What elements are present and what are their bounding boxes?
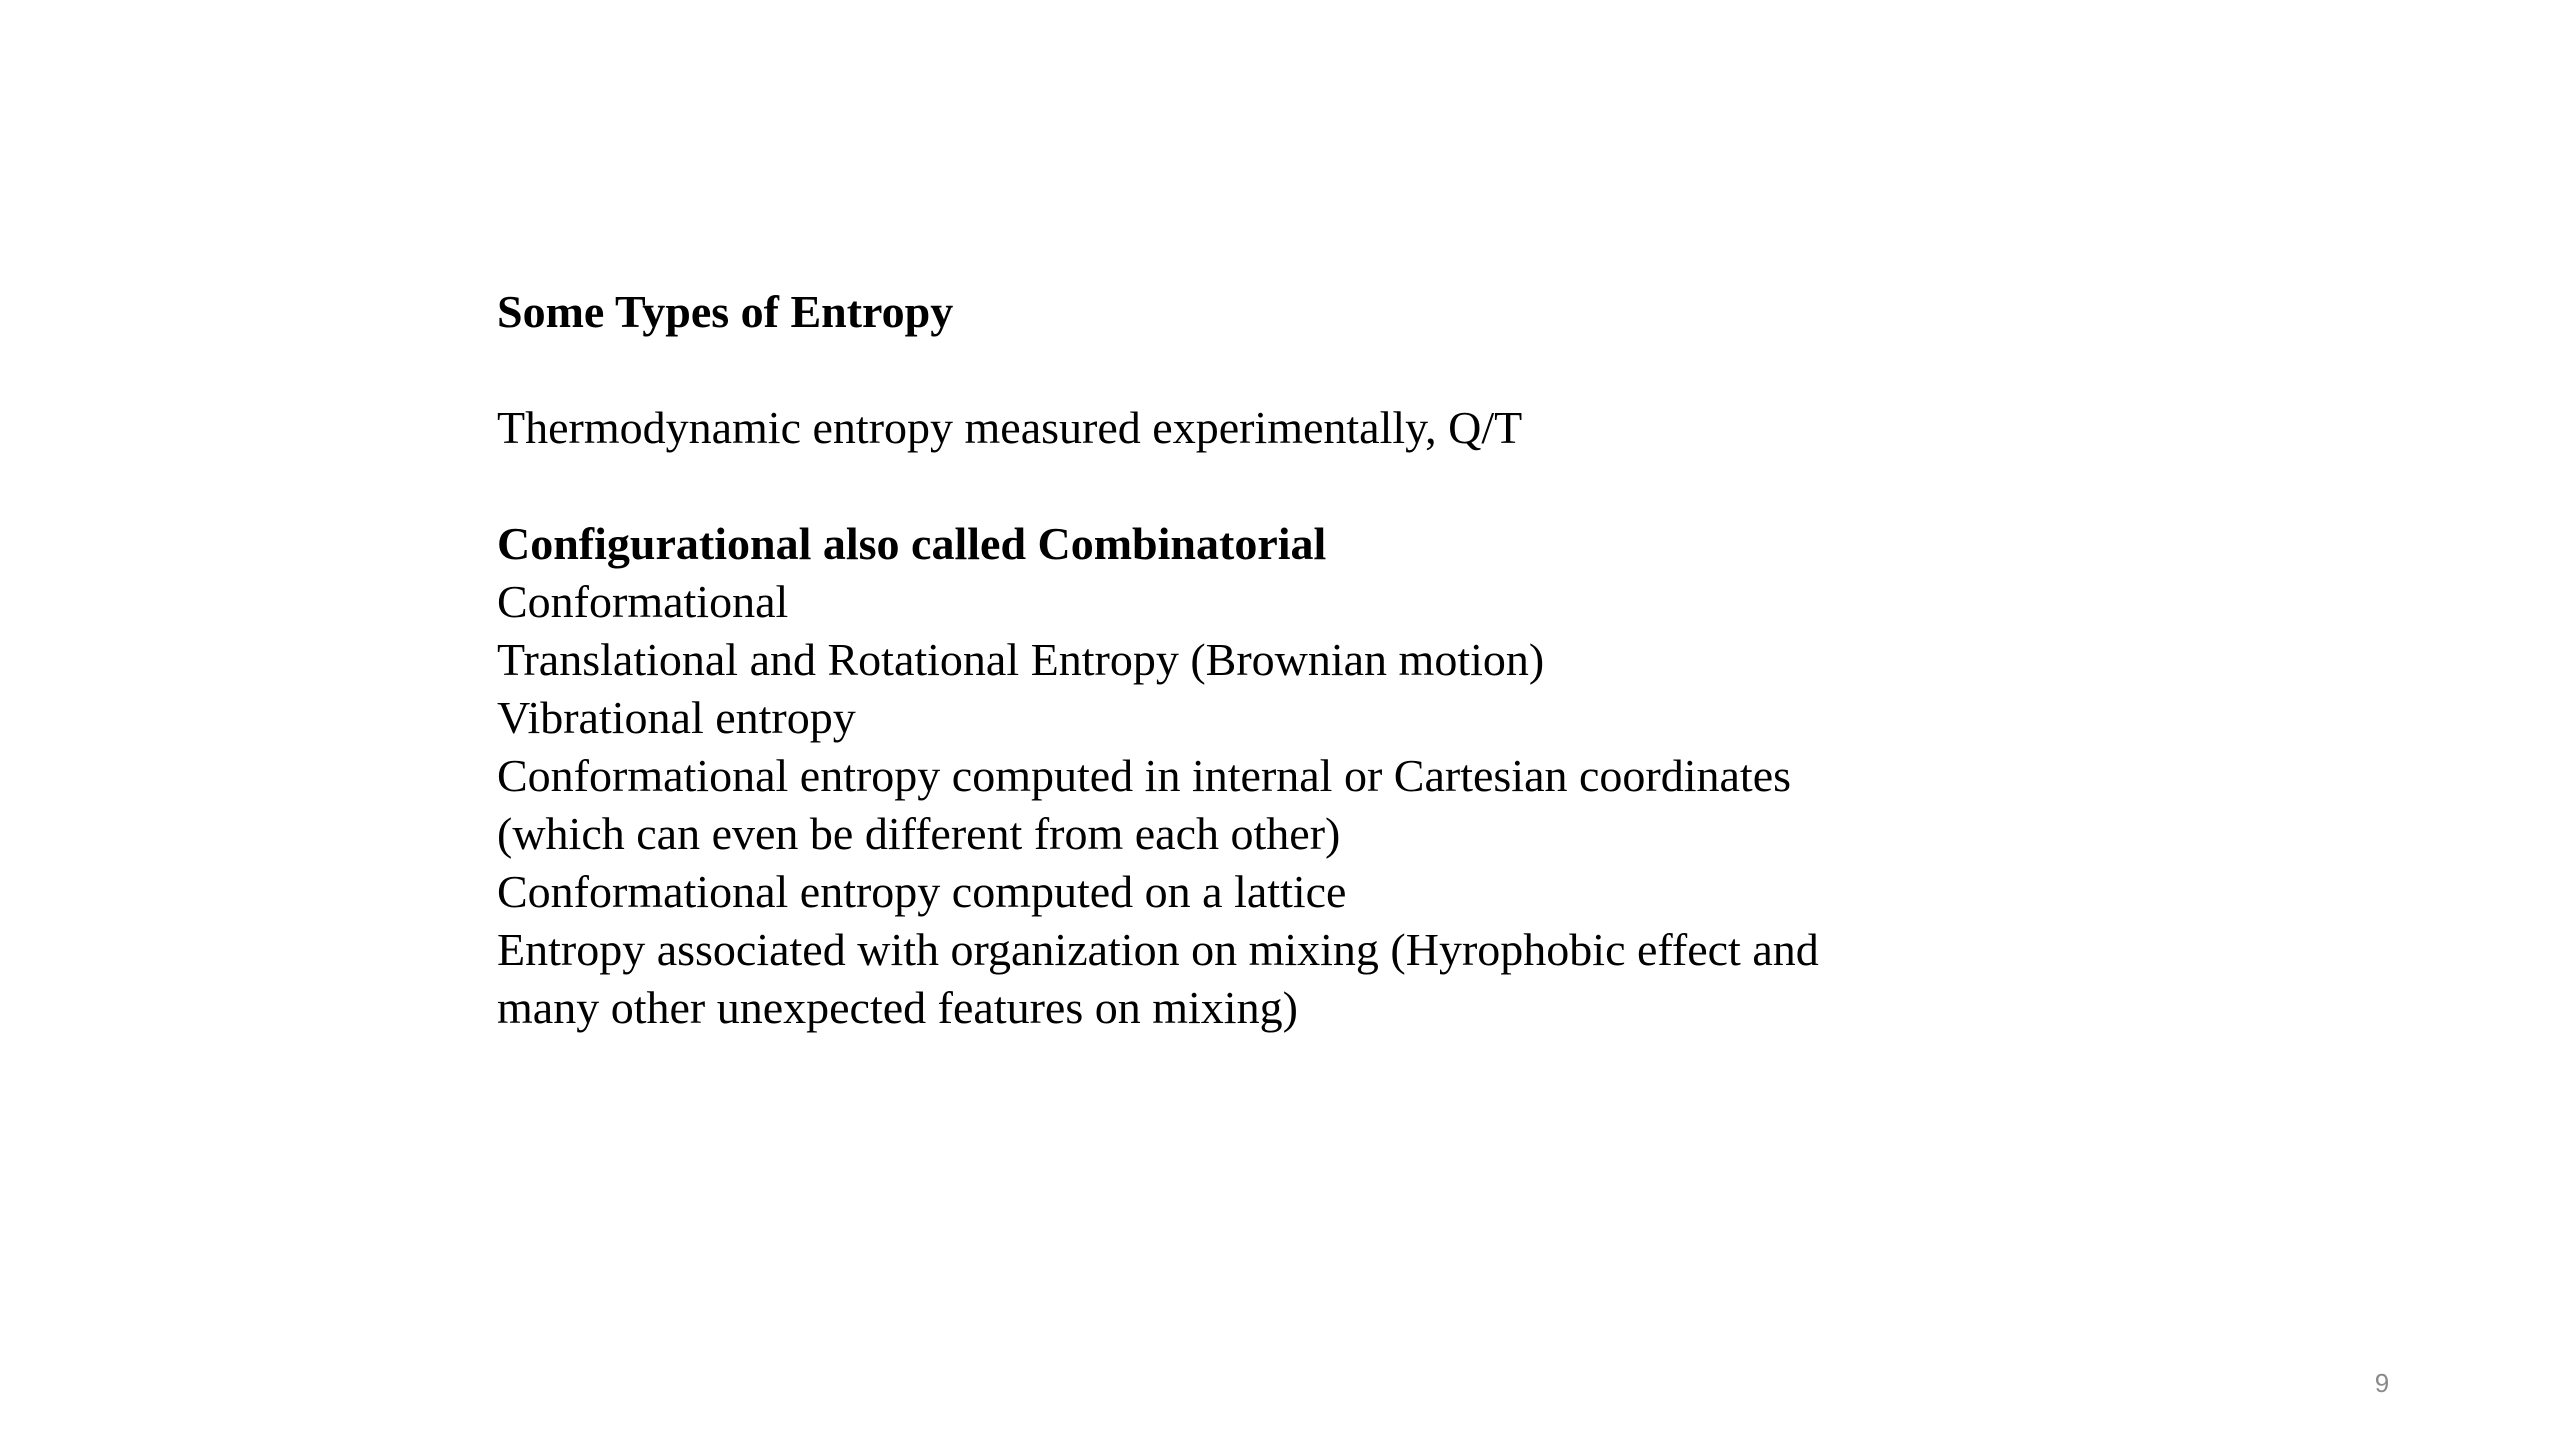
list-item: many other unexpected features on mixing)	[497, 982, 1298, 1033]
list-item: Conformational entropy computed in internal or Cartesian coordinates	[497, 750, 1792, 801]
list-item: Translational and Rotational Entropy (Brownian motion)	[497, 634, 1545, 685]
page-number: 9	[2374, 1368, 2390, 1398]
slide-title: Some Types of Entropy	[497, 286, 954, 337]
configurational-heading: Configurational also called Combinatorial	[497, 518, 1327, 569]
list-item: Entropy associated with organization on mixing (Hyrophobic effect and	[497, 924, 1819, 975]
list-item: Vibrational entropy	[497, 692, 856, 743]
list-item: Conformational	[497, 576, 789, 627]
spacer	[497, 457, 2097, 515]
slide-body	[497, 283, 2097, 1037]
list-item: (which can even be different from each other)	[497, 808, 1341, 859]
spacer	[497, 341, 2097, 399]
thermodynamic-line: Thermodynamic entropy measured experimentally, Q/T	[497, 402, 1523, 453]
list-item: Conformational entropy computed on a lattice	[497, 866, 1347, 917]
